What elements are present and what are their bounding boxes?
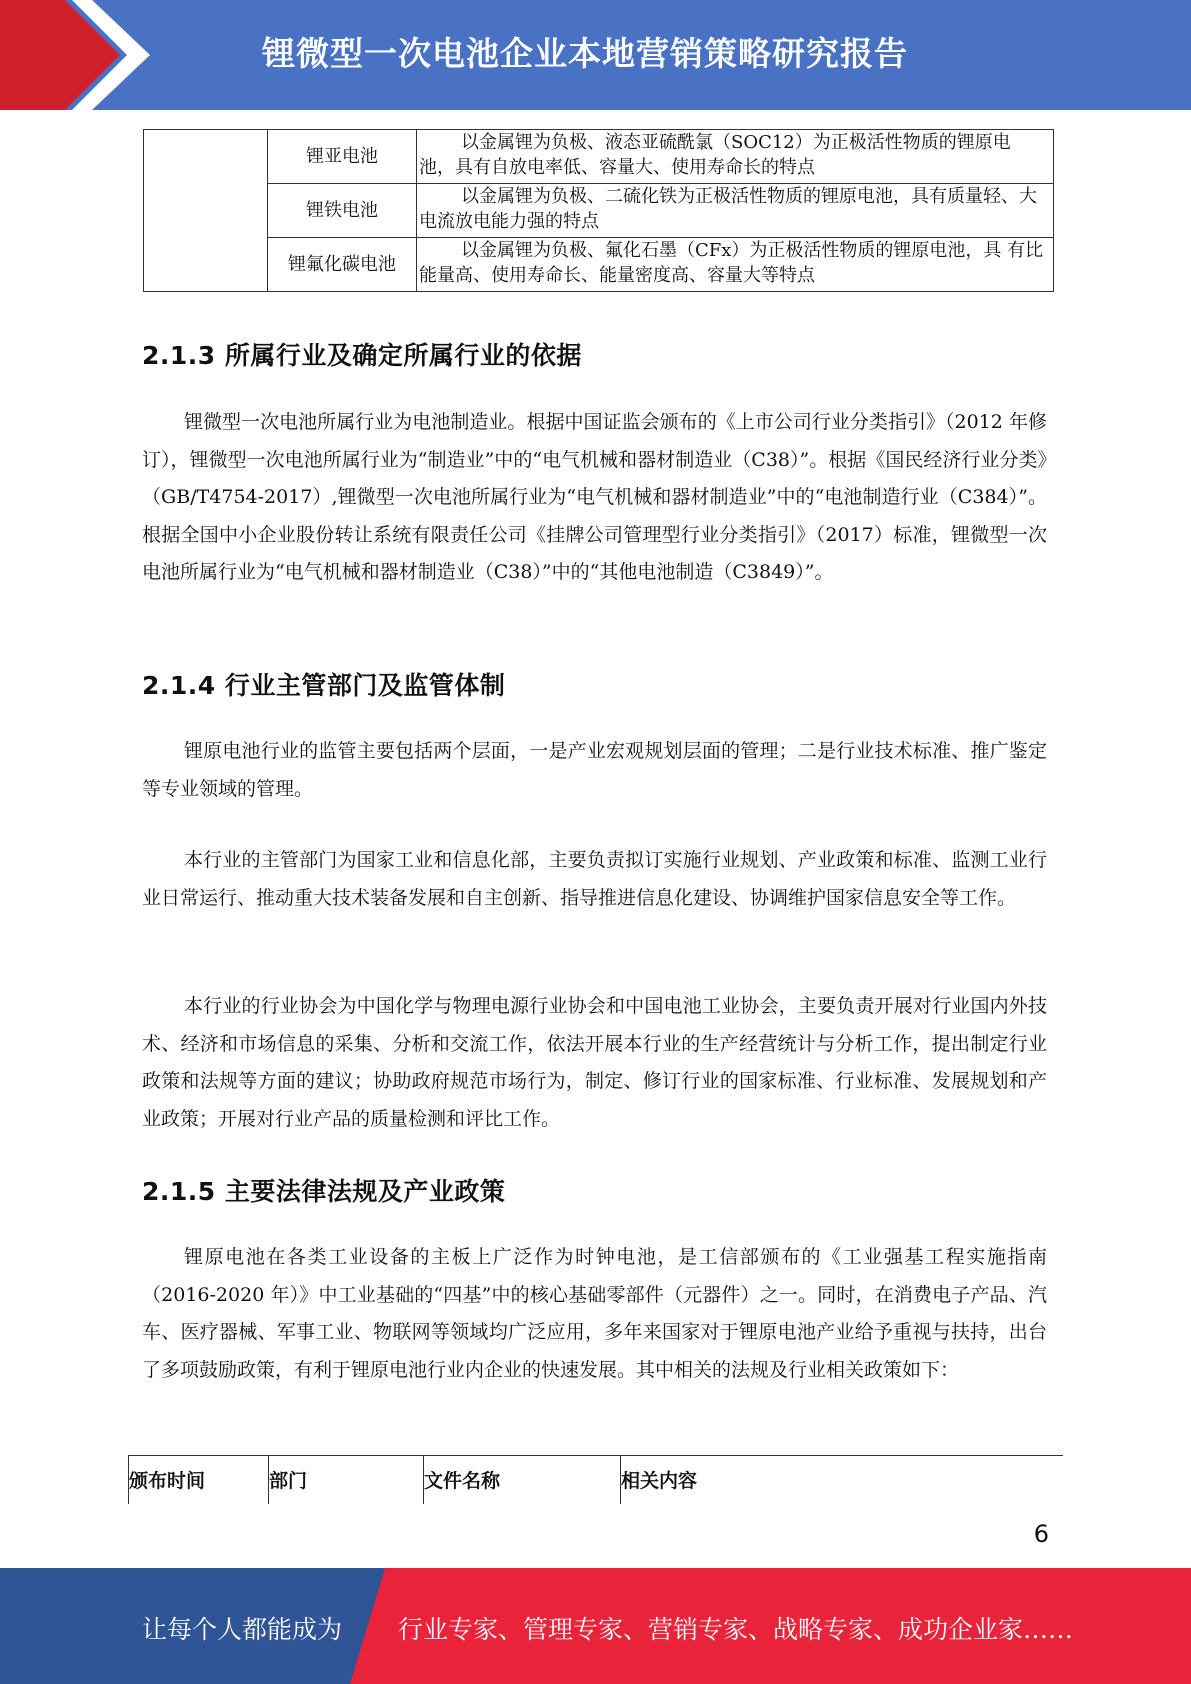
- paragraph: 锂原电池在各类工业设备的主板上广泛作为时钟电池，是工信部颁布的《工业强基工程实施指南（2016-2020 年）》中工业基础的“四基”中的核心基础零部件（元器件）之一。同时，在消费电子产品、汽车、医疗器械、军事工业、物联网等领域均广泛应用，多年来国家对于锂原电池产业给予重视与扶持，出台了多项鼓励政策，有利于锂原电池行业内企业的快速发展。其中相关的法规及行业相关政策如下：: [142, 1246, 1047, 1381]
- table-row: [144, 238, 1054, 292]
- section-heading-2-1-4: 2.1.4 行业主管部门及监管体制: [142, 671, 506, 700]
- battery-name: 锂氟化碳电池: [268, 238, 417, 292]
- paragraph: 锂微型一次电池所属行业为电池制造业。根据中国证监会颁布的《上市公司行业分类指引》（2012 年修订），锂微型一次电池所属行业为“制造业”中的“电气机械和器材制造业（C38）”。根据《国民经济行业分类》（GB/T4754-2017）,锂微型一次电池所属行业为“电气机械和器材制造业”中的“电池制造行业（C384）”。根据全国中小企业股份转让系统有限责任公司《挂牌公司管理型行业分类指引》（2017）标准，锂微型一次电池所属行业为“电气机械和器材制造业（C38）”中的“其他电池制造（C3849）”。: [142, 411, 1047, 583]
- column-header: 部门: [268, 1456, 424, 1504]
- paragraph: 锂原电池行业的监管主要包括两个层面，一是产业宏观规划层面的管理；二是行业技术标准、推广鉴定等专业领域的管理。: [142, 740, 1047, 800]
- policy-table-header: [128, 1455, 1063, 1504]
- header-banner: [0, 0, 1191, 110]
- battery-desc: 以金属锂为负极、液态亚硫酰氯（SOC12）为正极活性物质的锂原电 池，具有自放电率低、容量大、使用寿命长的特点: [417, 130, 1054, 184]
- report-title: 锂微型一次电池企业本地营销策略研究报告: [262, 34, 908, 73]
- header-arrow-graphic: [0, 0, 300, 110]
- paragraph: 本行业的主管部门为国家工业和信息化部，主要负责拟订实施行业规划、产业政策和标准、监测工业行业日常运行、推动重大技术装备发展和自主创新、指导推进信息化建设、协调维护国家信息安全等工作。: [142, 849, 1047, 909]
- battery-types-table: [143, 129, 1054, 292]
- table-cell-empty: [144, 130, 268, 292]
- page-number: 6: [1033, 1520, 1049, 1548]
- column-header: 相关内容: [620, 1456, 921, 1504]
- column-header: 文件名称: [423, 1456, 621, 1504]
- battery-desc: 以金属锂为负极、二硫化铁为正极活性物质的锂原电池，具有质量轻、大电流放电能力强的特点: [417, 184, 1054, 238]
- battery-name: 锂铁电池: [268, 184, 417, 238]
- battery-name: 锂亚电池: [268, 130, 417, 184]
- section-heading-2-1-5: 2.1.5 主要法律法规及产业政策: [142, 1177, 506, 1206]
- battery-desc: 以金属锂为负极、氟化石墨（CFx）为正极活性物质的锂原电池，具 有比能量高、使用寿命长、能量密度高、容量大等特点: [417, 238, 1054, 292]
- column-header: 颁布时间: [128, 1456, 269, 1504]
- paragraph: 本行业的行业协会为中国化学与物理电源行业协会和中国电池工业协会，主要负责开展对行业国内外技术、经济和市场信息的采集、分析和交流工作，依法开展本行业的生产经营统计与分析工作，提出制定行业政策和法规等方面的建议；协助政府规范市场行为，制定、修订行业的国家标准、行业标准、发展规划和产业政策；开展对行业产品的质量检测和评比工作。: [142, 995, 1047, 1130]
- footer-slogan-right: 行业专家、管理专家、营销专家、战略专家、成功企业家……: [398, 1615, 1074, 1644]
- footer-banner: [0, 1568, 1191, 1684]
- footer-slogan-left: 让每个人都能成为: [142, 1615, 343, 1644]
- table-row: [144, 184, 1054, 238]
- table-row: [144, 130, 1054, 184]
- section-heading-2-1-3: 2.1.3 所属行业及确定所属行业的依据: [142, 341, 582, 370]
